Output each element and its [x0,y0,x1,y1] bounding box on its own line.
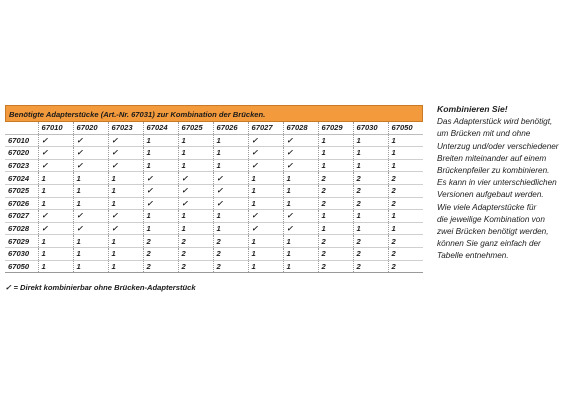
side-line: zwei Brücken benötigt werden, [437,227,549,237]
side-line: Es kann in vier unterschiedlichen [437,178,557,188]
table-cell: 1 [388,134,423,147]
table-cell: ✓ [283,210,318,223]
row-label: 67025 [5,184,38,197]
table-cell: ✓ [213,197,248,210]
table-cell: ✓ [38,134,73,147]
table-cell: 1 [143,159,178,172]
table-cell: 2 [388,260,423,273]
table-cell: 1 [38,235,73,248]
side-line: Wie viele Adapterstücke für [437,202,537,212]
table-cell: 2 [213,260,248,273]
table-cell: ✓ [108,210,143,223]
table-cell: 1 [108,197,143,210]
column-header: 67025 [178,122,213,134]
table-row [5,210,423,223]
table-cell: 2 [318,197,353,210]
table-cell: 1 [388,159,423,172]
table-cell: 1 [353,147,388,160]
table-row [5,159,423,172]
table-cell: 2 [213,247,248,260]
table-cell: ✓ [73,159,108,172]
side-line: Tabelle entnehmen. [437,251,509,261]
side-line: um Brücken mit und ohne [437,129,531,139]
corner-cell [5,122,38,134]
table-cell: ✓ [283,147,318,160]
row-label: 67026 [5,197,38,210]
column-header: 67027 [248,122,283,134]
table-cell: 1 [213,222,248,235]
side-line: die jeweilige Kombination von [437,214,545,224]
table-cell: 2 [143,247,178,260]
table-cell: 2 [353,260,388,273]
side-line: Versionen aufgebaut werden. [437,190,544,200]
table-body [5,134,423,273]
table-cell: 1 [283,172,318,185]
table-cell: 1 [38,260,73,273]
table-cell: 1 [178,210,213,223]
table-cell: 1 [283,260,318,273]
adapter-table [5,105,423,273]
table-cell: ✓ [108,134,143,147]
table-cell: 1 [318,134,353,147]
table-cell: 2 [353,172,388,185]
legend-note: ✓ = Direkt kombinierbar ohne Brücken-Adapterstück [5,283,196,292]
column-header: 67026 [213,122,248,134]
table-cell: ✓ [108,147,143,160]
table-cell: ✓ [38,210,73,223]
table-row [5,147,423,160]
table-cell: ✓ [213,172,248,185]
table-cell: 2 [388,235,423,248]
table-cell: 2 [178,260,213,273]
table-cell: 1 [143,134,178,147]
table-cell: 1 [353,134,388,147]
column-header-row [5,122,423,134]
table-cell: 2 [388,247,423,260]
table-cell: 1 [108,172,143,185]
row-label: 67010 [5,134,38,147]
table-title: Benötigte Adapterstücke (Art.-Nr. 67031) zur Kombination der Brücken. [5,105,423,122]
table-cell: 1 [213,159,248,172]
table-cell: ✓ [38,147,73,160]
table-cell: 1 [283,247,318,260]
table-cell: ✓ [108,159,143,172]
table-cell: 1 [248,235,283,248]
column-header: 67030 [353,122,388,134]
table-cell: 1 [143,222,178,235]
table-cell: 1 [38,172,73,185]
table-cell: 1 [318,159,353,172]
table-cell: 2 [213,235,248,248]
table-cell: 2 [353,197,388,210]
column-header: 67024 [143,122,178,134]
column-header: 67050 [388,122,423,134]
row-label: 67030 [5,247,38,260]
table-cell: 2 [178,247,213,260]
table-cell: 2 [143,260,178,273]
column-header: 67020 [73,122,108,134]
table-cell: 2 [388,197,423,210]
row-label: 67029 [5,235,38,248]
table-cell: 1 [353,210,388,223]
row-label: 67024 [5,172,38,185]
table-cell: ✓ [178,197,213,210]
table-cell: ✓ [38,222,73,235]
table-cell: 1 [73,235,108,248]
table-cell: 2 [388,172,423,185]
table-cell: 1 [248,184,283,197]
table-cell: 1 [248,172,283,185]
row-label: 67023 [5,159,38,172]
table-cell: 1 [388,210,423,223]
table-row [5,260,423,273]
table-cell: ✓ [283,134,318,147]
table-cell: 1 [73,247,108,260]
table-cell: 1 [283,235,318,248]
table-cell: 1 [248,197,283,210]
table-cell: 1 [38,184,73,197]
side-text-block [437,103,565,263]
table-cell: ✓ [38,159,73,172]
table-cell: ✓ [143,172,178,185]
table-row [5,134,423,147]
side-line: Breiten miteinander auf einem [437,153,547,163]
table-cell: ✓ [248,159,283,172]
table-cell: ✓ [108,222,143,235]
table-cell: ✓ [143,197,178,210]
table-cell: ✓ [248,147,283,160]
table-cell: 2 [353,247,388,260]
table-cell: 1 [108,235,143,248]
table-row [5,247,423,260]
table-cell: 1 [73,260,108,273]
table-cell: ✓ [248,134,283,147]
row-label: 67028 [5,222,38,235]
table-cell: 1 [283,197,318,210]
table-cell: ✓ [73,134,108,147]
table-cell: 1 [73,172,108,185]
table-cell: 1 [178,134,213,147]
table-cell: ✓ [73,147,108,160]
table-cell: 1 [318,147,353,160]
table-cell: 1 [353,159,388,172]
table-cell: 1 [108,247,143,260]
column-header: 67029 [318,122,353,134]
column-header: 67023 [108,122,143,134]
table-cell: 1 [178,147,213,160]
table-cell: 2 [318,247,353,260]
side-line: Das Adapterstück wird benötigt, [437,117,553,127]
combination-grid [5,122,423,273]
table-cell: ✓ [178,184,213,197]
table-row [5,184,423,197]
table-cell: ✓ [213,184,248,197]
table-cell: 1 [318,210,353,223]
side-body [437,116,565,262]
table-cell: 1 [353,222,388,235]
side-line: Brückenpfeiler zu kombinieren. [437,166,550,176]
table-cell: 1 [388,222,423,235]
table-cell: 1 [143,147,178,160]
table-cell: 1 [38,197,73,210]
table-row [5,172,423,185]
table-cell: 2 [143,235,178,248]
column-header: 67028 [283,122,318,134]
table-cell: 2 [318,172,353,185]
table-cell: 1 [73,197,108,210]
table-cell: 1 [213,210,248,223]
table-row [5,197,423,210]
row-label: 67020 [5,147,38,160]
table-cell: ✓ [283,222,318,235]
table-cell: ✓ [73,222,108,235]
table-cell: ✓ [248,222,283,235]
table-cell: 1 [178,222,213,235]
table-cell: 1 [38,247,73,260]
table-row [5,235,423,248]
table-cell: 1 [388,147,423,160]
table-row [5,222,423,235]
table-cell: 1 [108,260,143,273]
table-cell: 1 [248,247,283,260]
row-label: 67027 [5,210,38,223]
table-cell: 2 [318,184,353,197]
table-cell: 2 [178,235,213,248]
table-cell: 1 [73,184,108,197]
table-cell: ✓ [283,159,318,172]
table-cell: 2 [353,235,388,248]
side-line: Unterzug und/oder verschiedener [437,141,559,151]
table-cell: 1 [178,159,213,172]
table-cell: 1 [213,134,248,147]
table-cell: ✓ [178,172,213,185]
table-cell: ✓ [143,184,178,197]
table-cell: 2 [388,184,423,197]
table-cell: ✓ [248,210,283,223]
table-cell: 1 [213,147,248,160]
side-line: können Sie ganz einfach der [437,239,541,249]
table-cell: 1 [318,222,353,235]
row-label: 67050 [5,260,38,273]
table-cell: ✓ [73,210,108,223]
table-cell: 1 [143,210,178,223]
table-cell: 1 [248,260,283,273]
table-cell: 1 [108,184,143,197]
column-header: 67010 [38,122,73,134]
table-cell: 2 [318,260,353,273]
table-cell: 1 [283,184,318,197]
table-cell: 2 [318,235,353,248]
side-title: Kombinieren Sie! [437,104,508,114]
table-cell: 2 [353,184,388,197]
